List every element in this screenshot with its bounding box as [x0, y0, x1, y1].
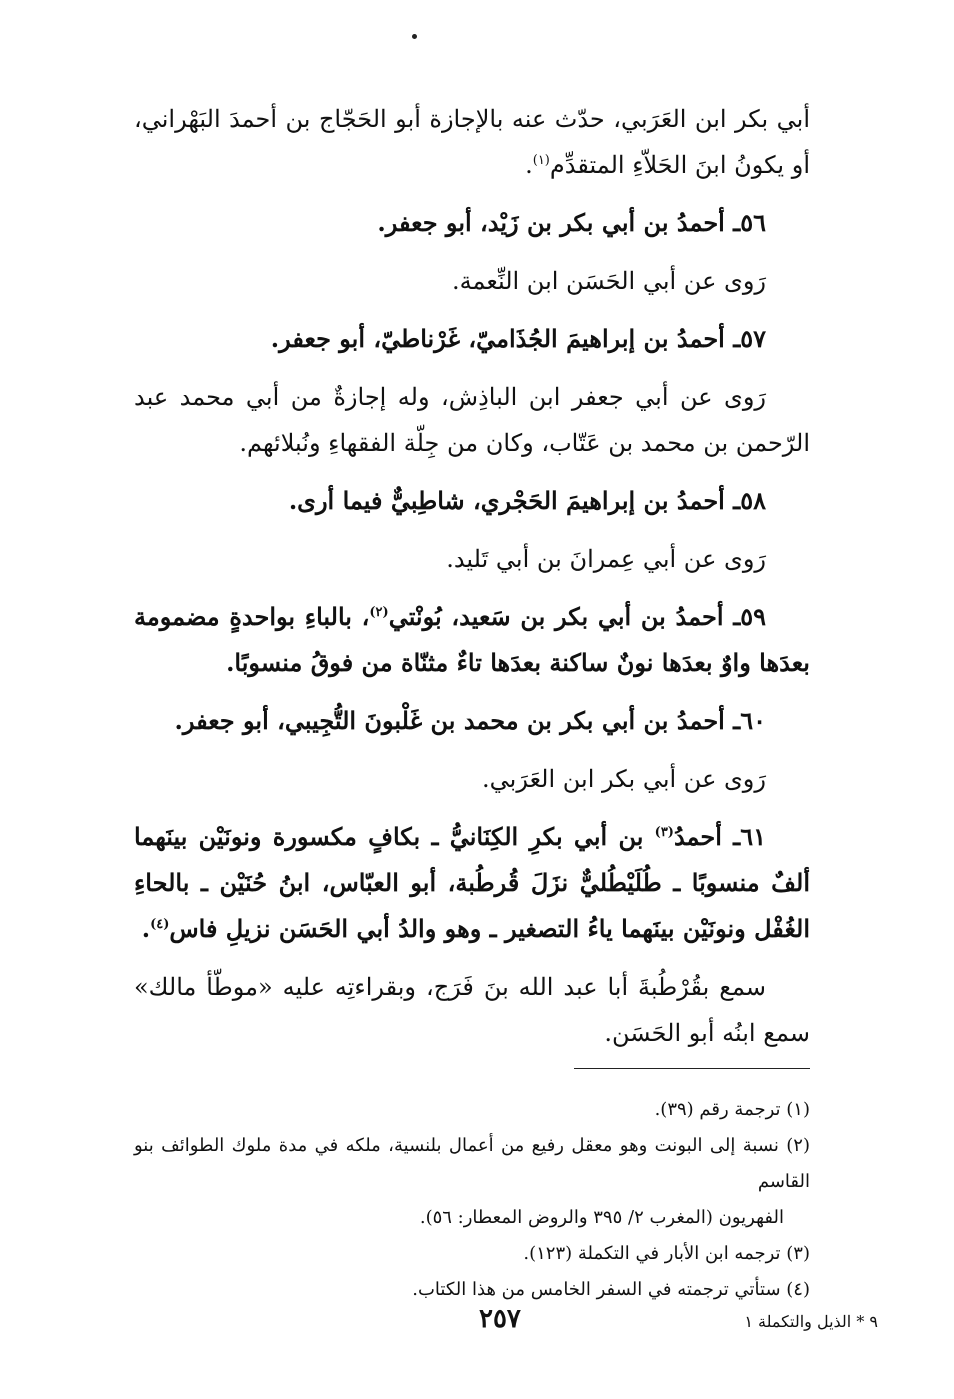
entry-heading-60: ٦٠ـ أحمدُ بن أبي بكر بن محمد بن غَلْبونَ التُّجِيبي، أبو جعفر.	[174, 706, 766, 735]
entry-text-56: رَوى عن أبي الحَسَن ابن النِّعمة.	[452, 267, 766, 295]
entry-heading-61: ٦١ـ أحمدُ$^{(٣)}$ بن أبي بكرِ الكِنَانيُّ ـ بكافٍ مكسورة ونونَيْن بينَهما ألفٌ منسوبًا ـ طُلَيْطُليٌّ نزَلَ قُرطُبة، أبو العبّاس، ابنُ حُنَيْن ـ بالحاءِ الغُفْل ونونَيْن بينَهما ياءُ التصغير ـ وهو والدُ أبي الحَسَن نزيلِ فاس$^{(٤)}$.	[134, 822, 810, 943]
footnote-2-continued: الفهريون (المغرب ٢/ ٣٩٥ والروض المعطار: ٥٦).	[419, 1207, 784, 1228]
footnote-ref: (٣)	[654, 825, 674, 840]
page-footer	[134, 1306, 878, 1346]
main-text	[134, 96, 810, 1068]
footnote-ref: (٢)	[369, 605, 389, 620]
entry-heading-57: ٥٧ـ أحمدُ بن إبراهيمَ الجُذَاميّ، غَرْناطيّ، أبو جعفر.	[270, 324, 766, 353]
footnote-divider	[574, 1068, 810, 1069]
footnote-1: (١) ترجمة رقم (٣٩).	[654, 1099, 810, 1120]
footnote-2: (٢) نسبة إلى البونت وهو معقل رفيع من أعمال بلنسية، ملكه في مدة ملوك الطوائف بنو القاسم	[134, 1135, 810, 1192]
footnote-3: (٣) ترجمه ابن الأبار في التكملة (١٢٣).	[523, 1243, 810, 1264]
entry-text-60: رَوى عن أبي بكر ابن العَرَبي.	[482, 765, 766, 793]
entry-text-58: رَوى عن أبي عِمرانَ بن أبي تَليد.	[446, 545, 766, 573]
entry-heading-56: ٥٦ـ أحمدُ بن أبي بكر بن زَيْد، أبو جعفر.	[377, 208, 766, 237]
page-number: ٢٥٧	[479, 1304, 521, 1334]
entry-text-61: سمع بقُرْطُبةَ أبا عبد الله بنَ فَرَج، وبقراءتِه عليه «موطّأ مالك» سمع ابنُه أبو الحَسَن.	[134, 973, 810, 1047]
footnote-ref: (٤)	[150, 917, 170, 932]
footnotes	[134, 1092, 810, 1308]
footnote-ref: (١)	[532, 153, 550, 168]
entry-heading-59: ٥٩ـ أحمدُ بن أبي بكر بن سَعيد، بُونْتي$^{(٢)}$، بالباءِ بواحدةٍ مضمومة بعدَها واوٌ بعدَها نونٌ ساكنة بعدَها تاءٌ مثنّاة من فوقُ منسوبًا.	[134, 602, 810, 677]
page-mark	[412, 34, 417, 39]
entry-text-57: رَوى عن أبي جعفر ابن الباذِش، وله إجازةٌ من أبي محمد عبد الرّحمن بن محمد بن عَتّاب، وكان من جِلّة الفقهاءِ ونُبلائهم.	[134, 383, 810, 457]
footnote-4: (٤) ستأتي ترجمته في السفر الخامس من هذا الكتاب.	[412, 1279, 810, 1300]
entry-heading-58: ٥٨ـ أحمدُ بن إبراهيمَ الحَجْري، شاطِبيٌّ فيما أرى.	[288, 486, 766, 515]
continuation-paragraph: أبي بكر ابن العَرَبي، حدّث عنه بالإجازة أبو الحَجّاج بن أحمدَ البَهْراني، أو يكونُ ابنَ الحَلاّءِ المتقدِّم$^{(١)}$.	[134, 105, 810, 179]
series-label: ٩ * الذيل والتكملة ١	[744, 1312, 878, 1331]
